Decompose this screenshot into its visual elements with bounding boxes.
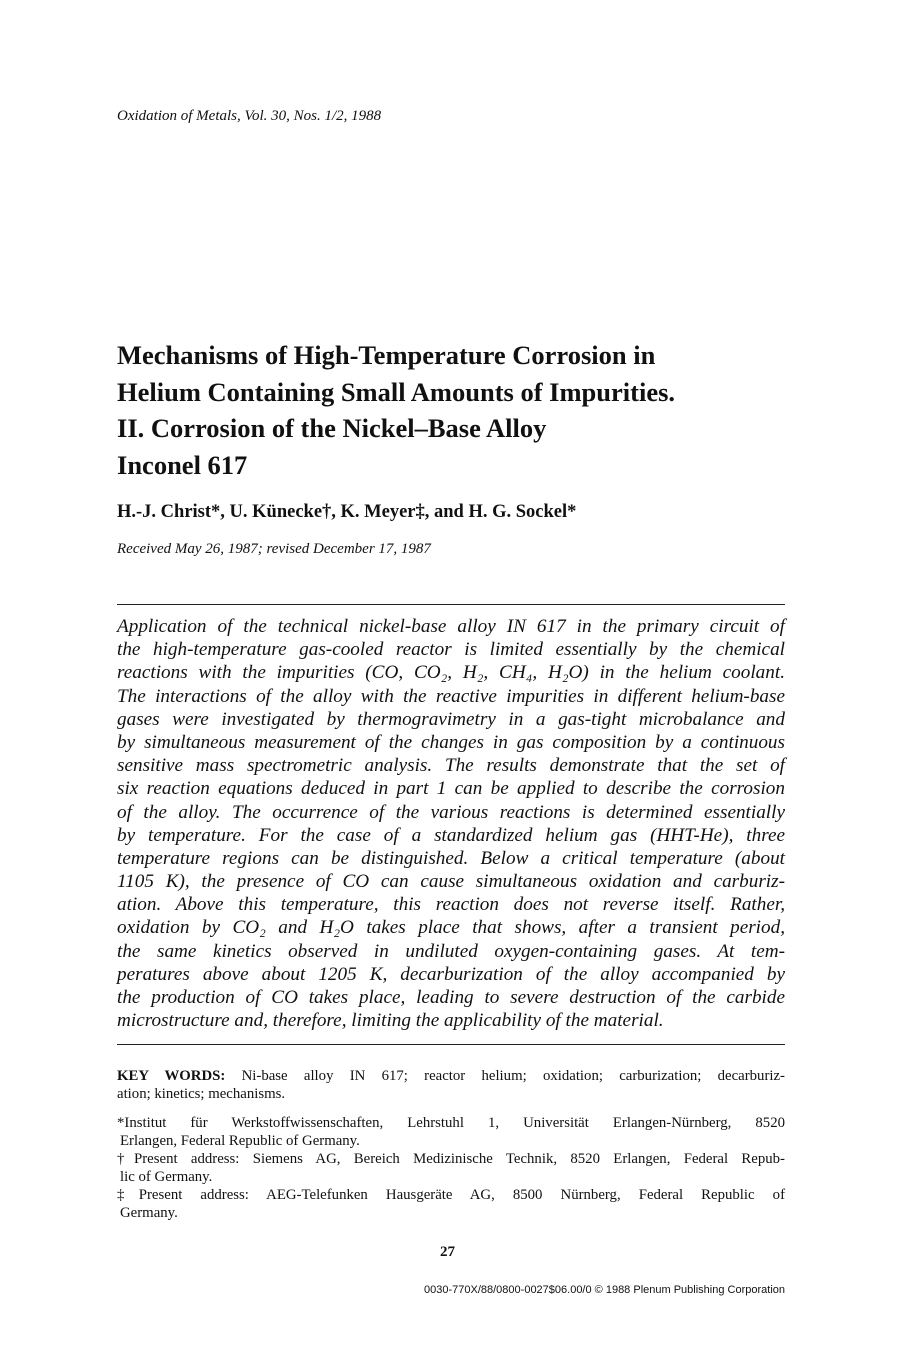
abstract-line: by temperature. For the case of a standardized helium gas (HHT-He), three [117, 824, 785, 846]
abstract-line: reactions with the impurities (CO, CO₂, H₂, CH₄, H₂O) in the helium coolant. [117, 662, 785, 684]
footnotes [117, 1115, 785, 1224]
keywords [117, 1067, 785, 1103]
abstract-line: gases were investigated by thermogravimetry in a gas-tight microbalance and [117, 708, 785, 730]
footnote-present-address [117, 1151, 785, 1186]
abstract-line: Application of the technical nickel-base alloy IN 617 in the primary circuit of [117, 616, 785, 637]
abstract-line: peratures above about 1205 K, decarburization of the alloy accompanied by [117, 963, 785, 985]
keywords-line: ation; kinetics; mechanisms. [117, 1086, 286, 1102]
keywords-label: KEY WORDS: [117, 1068, 226, 1084]
footnote-line: †Present address: Siemens AG, Bereich Medizinische Technik, 8520 Erlangen, Federal Repub- [117, 1151, 785, 1168]
page-number: 27 [440, 1244, 455, 1260]
copyright-line: 0030-770X/88/0800-0027$06.00/0 © 1988 Plenum Publishing Corporation [424, 1284, 785, 1296]
abstract-line: by simultaneous measurement of the changes in gas composition by a continuous [117, 731, 785, 753]
abstract-line: oxidation by CO₂ and H₂O takes place that shows, after a transient period, [117, 917, 785, 939]
title-line: Inconel 617 [117, 449, 248, 480]
abstract-bottom-rule [117, 1044, 785, 1045]
keywords-line [117, 1067, 785, 1085]
abstract-top-rule [117, 604, 785, 605]
abstract-line: temperature regions can be distinguished. Below a critical temperature (about [117, 847, 785, 869]
footnote-line: lic of Germany. [120, 1168, 213, 1185]
abstract-line: The interactions of the alloy with the reactive impurities in different helium-base [117, 685, 785, 707]
footnote-line: ‡Present address: AEG-Telefunken Hausgeräte AG, 8500 Nürnberg, Federal Republic of [117, 1187, 785, 1204]
title-line: II. Corrosion of the Nickel–Base Alloy [117, 413, 547, 443]
abstract-line: of the alloy. The occurrence of the various reactions is determined essentially [117, 801, 785, 823]
footnote-line: Erlangen, Federal Republic of Germany. [120, 1132, 360, 1149]
received-dates: Received May 26, 1987; revised December 17, 1987 [117, 541, 431, 557]
abstract-line: microstructure and, therefore, limiting the applicability of the material. [117, 1010, 664, 1032]
journal-header: Oxidation of Metals, Vol. 30, Nos. 1/2, 1988 [117, 108, 382, 124]
title-line: Mechanisms of High-Temperature Corrosion in [117, 340, 656, 370]
footnote-line: *Institut für Werkstoffwissenschaften, Lehrstuhl 1, Universität Erlangen-Nürnberg, 8520 [117, 1115, 785, 1131]
title-line: Helium Containing Small Amounts of Impurities. [117, 376, 676, 407]
abstract-line: six reaction equations deduced in part 1 can be applied to describe the corrosion [117, 778, 785, 800]
keywords-text: Ni-base alloy IN 617; reactor helium; oxidation; carburization; decarburiz- [241, 1068, 785, 1084]
abstract-line: the same kinetics observed in undiluted oxygen-containing gases. At tem- [117, 940, 785, 962]
author-list: H.-J. Christ*, U. Künecke†, K. Meyer‡, and H. G. Sockel* [117, 502, 577, 522]
footnote-affiliation [117, 1115, 785, 1150]
abstract [117, 615, 785, 1032]
footnote-present-address [117, 1187, 785, 1222]
abstract-line: sensitive mass spectrometric analysis. The results demonstrate that the set of [117, 755, 785, 777]
abstract-line: ation. Above this temperature, this reaction does not reverse itself. Rather, [117, 894, 785, 916]
abstract-line: the high-temperature gas-cooled reactor is limited essentially by the chemical [117, 639, 785, 661]
article-title [117, 337, 817, 483]
abstract-line: the production of CO takes place, leading to severe destruction of the carbide [117, 987, 785, 1008]
abstract-line: 1105 K), the presence of CO can cause simultaneous oxidation and carburiz- [117, 871, 785, 893]
footnote-line: Germany. [120, 1204, 178, 1221]
